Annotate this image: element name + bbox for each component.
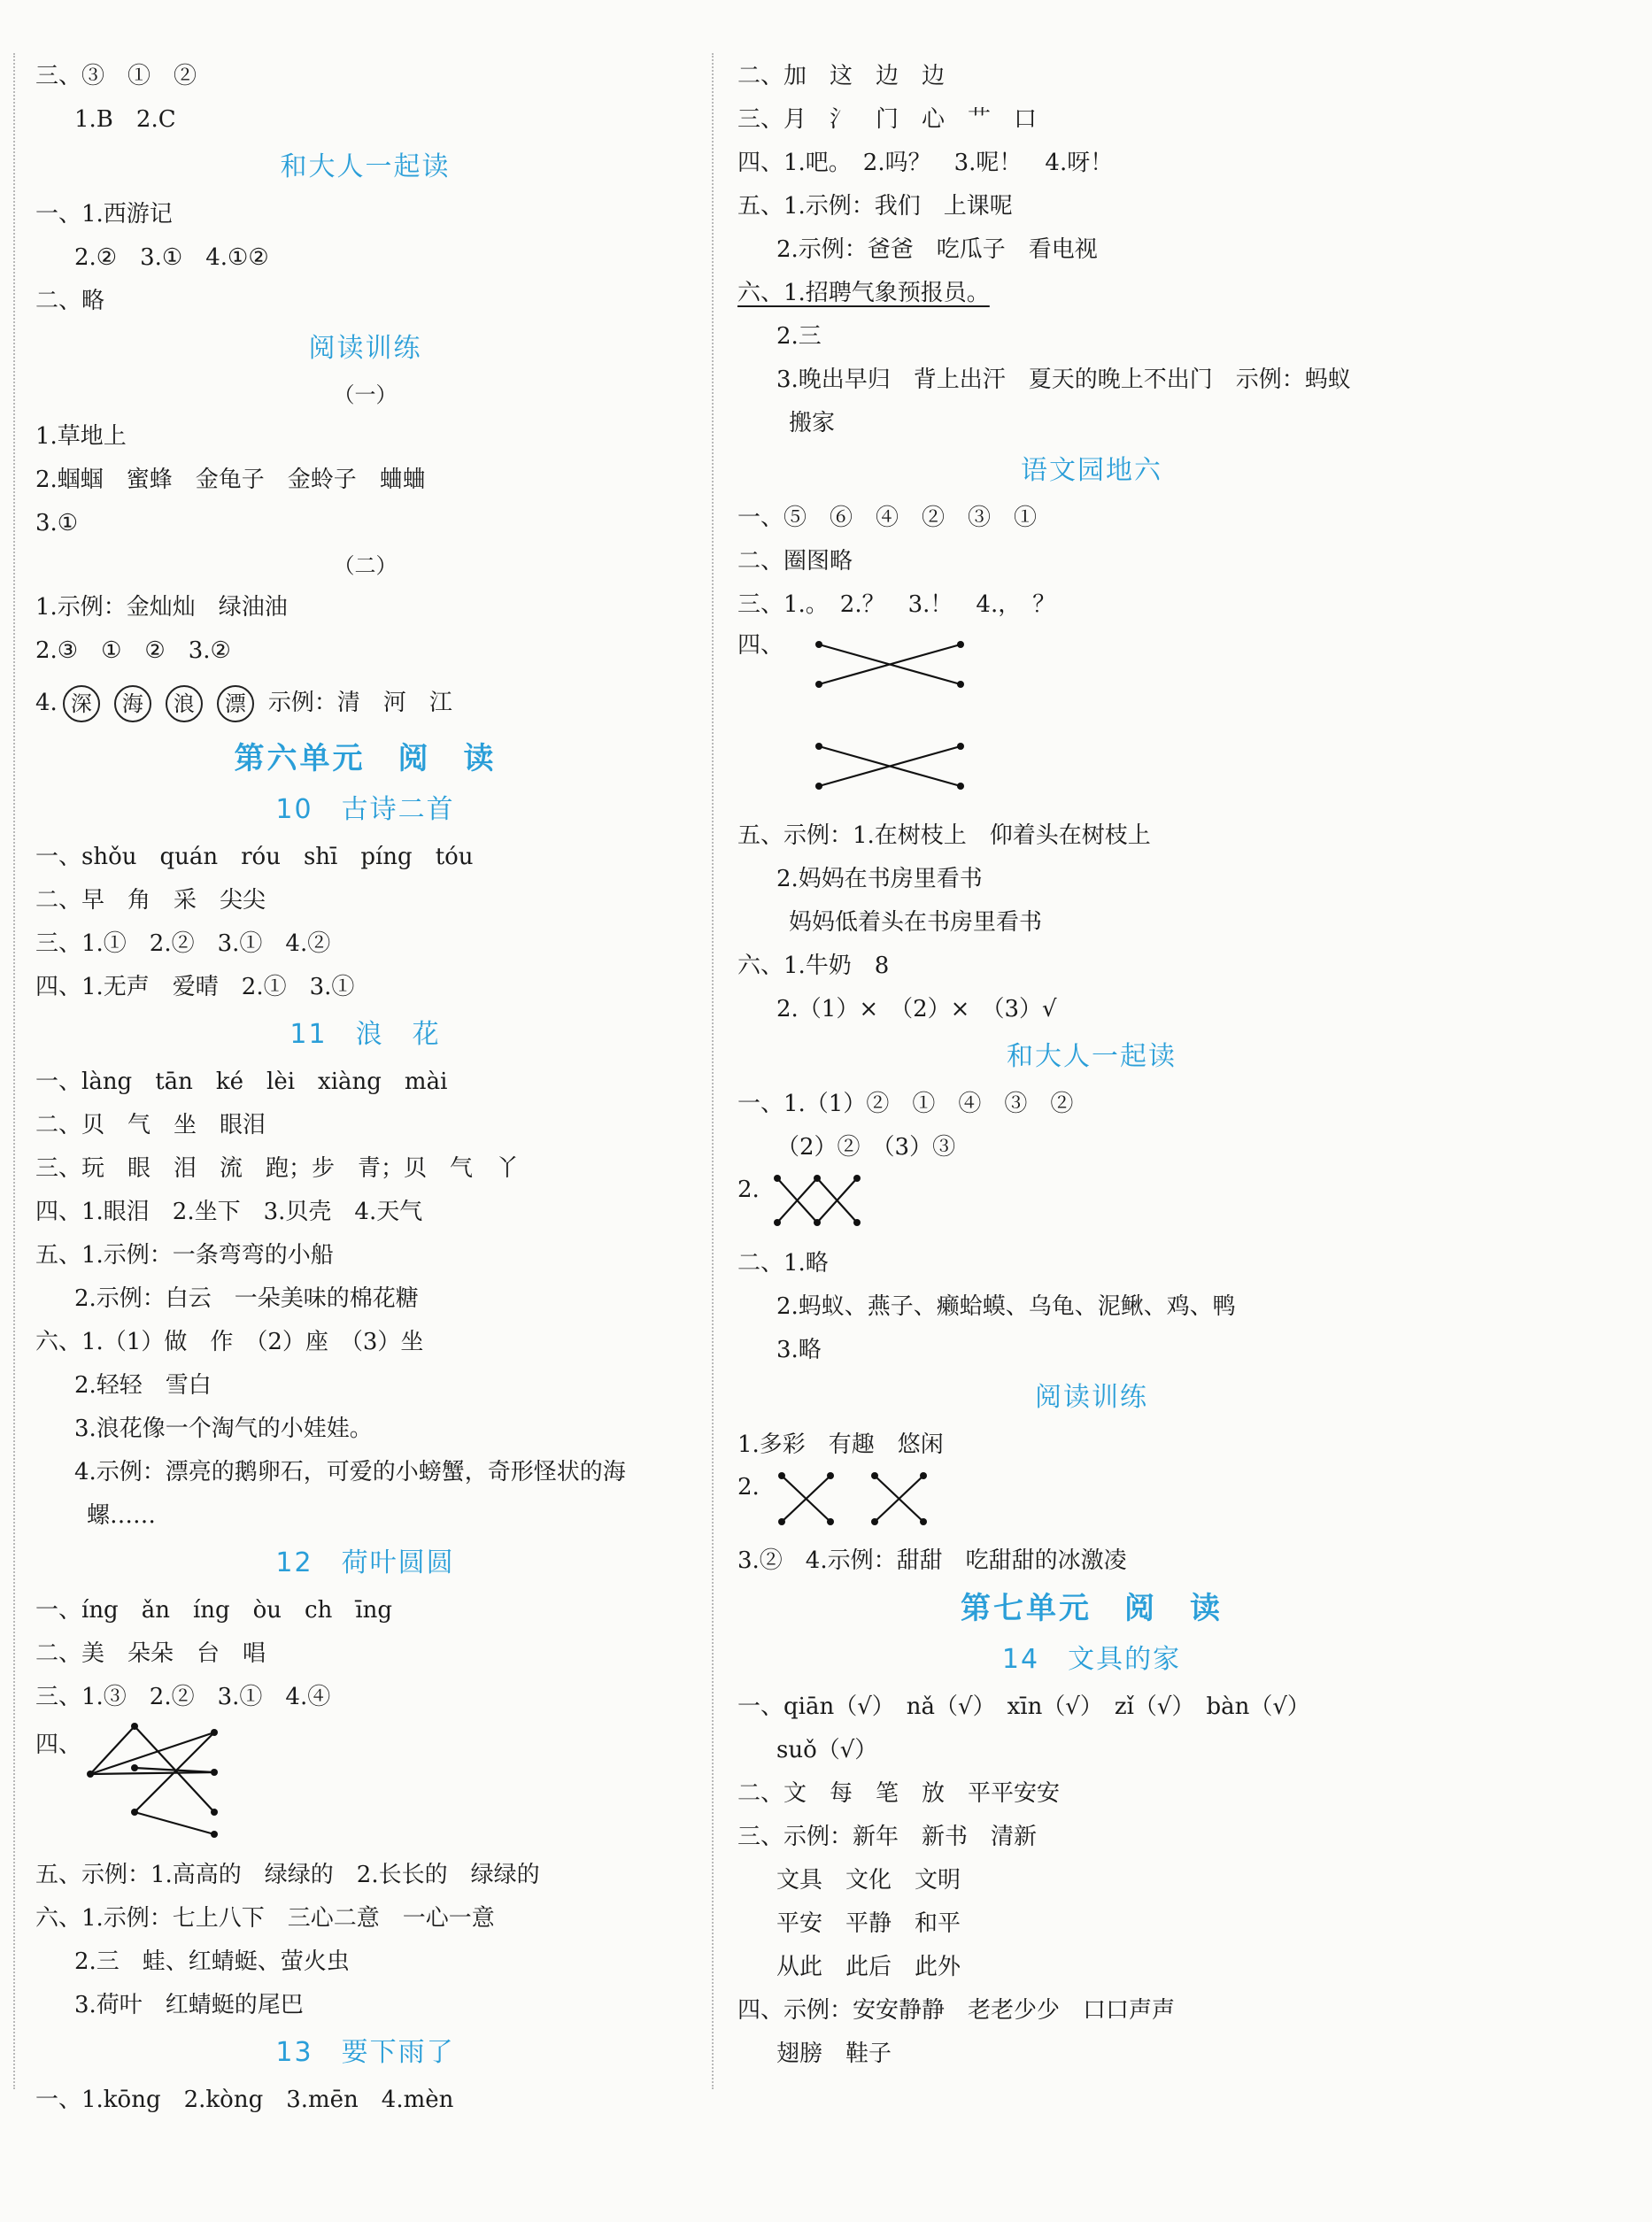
match-dot xyxy=(815,641,822,648)
answer-text: 2.妈妈在书房里看书 xyxy=(776,866,983,892)
answer-line xyxy=(737,814,1446,858)
answer-line xyxy=(737,185,1446,228)
answer-text: 3.晚出早归 背上出汗 夏天的晚上不出门 示例：蚂蚁 xyxy=(776,366,1351,393)
left-column xyxy=(35,55,695,2122)
answer-line xyxy=(35,502,695,545)
match-dot xyxy=(815,681,822,688)
match-dot xyxy=(131,1764,138,1771)
matching-answer xyxy=(737,627,1446,814)
matching-lines-diagram xyxy=(760,1467,954,1529)
answer-text: 一、1.西游记 xyxy=(35,201,173,228)
section-title: 14 文具的家 xyxy=(1001,1644,1182,1675)
answer-line xyxy=(35,879,695,922)
answer-line xyxy=(737,1539,1446,1583)
answer-line xyxy=(35,1364,695,1408)
answer-line xyxy=(737,142,1446,185)
answer-text: 2.轻轻 雪白 xyxy=(74,1372,212,1399)
unit-heading: 第七单元 阅 读 xyxy=(961,1591,1223,1626)
match-dot xyxy=(957,743,964,750)
answer-line xyxy=(35,629,695,673)
match-dot xyxy=(778,1518,785,1525)
section-title: 12 荷叶圆圆 xyxy=(275,1547,455,1578)
match-dot xyxy=(827,1518,834,1525)
match-dot xyxy=(87,1771,94,1778)
answer-text: 一、shǒu quán róu shī píng tóu xyxy=(35,844,474,870)
answer-text: 二、加 这 边 边 xyxy=(737,63,946,89)
answer-line xyxy=(737,1946,1446,1989)
answer-text: 三、示例：新年 新书 清新 xyxy=(737,1824,1038,1850)
answer-line xyxy=(737,359,1446,402)
answer-text: 一、1.kōng 2.kòng 3.mēn 4.mèn xyxy=(35,2087,454,2113)
answer-line xyxy=(737,1083,1446,1126)
unit-heading: 第六单元 阅 读 xyxy=(234,741,497,776)
answer-line xyxy=(737,55,1446,98)
column-divider xyxy=(712,53,714,2089)
answer-line xyxy=(737,315,1446,359)
answer-text: 2.示例：爸爸 吃瓜子 看电视 xyxy=(776,236,1098,263)
match-line xyxy=(135,1812,214,1834)
answer-line xyxy=(35,1191,695,1234)
answer-text: 三、1.① 2.② 3.① 4.② xyxy=(35,930,331,957)
answer-line xyxy=(737,1989,1446,2033)
answer-line xyxy=(35,1408,695,1451)
answer-line xyxy=(737,1242,1446,1285)
answer-line xyxy=(35,1104,695,1147)
answer-text: 3.浪花像一个淘气的小娃娃。 xyxy=(74,1416,373,1442)
answer-text: 五、1.示例：我们 上课呢 xyxy=(737,193,1013,220)
answer-line xyxy=(35,2079,695,2122)
answer-line xyxy=(35,98,695,142)
answer-text: 六、1.牛奶 8 xyxy=(737,953,890,979)
answer-line xyxy=(737,98,1446,142)
right-column xyxy=(737,55,1446,2076)
answer-text: 五、1.示例：一条弯弯的小船 xyxy=(35,1242,334,1269)
match-dot xyxy=(774,1219,781,1226)
answer-line xyxy=(35,586,695,629)
answer-text: 2.示例：白云 一朵美味的棉花糖 xyxy=(74,1285,419,1312)
answer-text: 一、1.（1）② ① ④ ③ ② xyxy=(737,1091,1074,1117)
answer-text: 3.② 4.示例：甜甜 吃甜甜的冰激凌 xyxy=(737,1547,1127,1574)
matching-answer xyxy=(737,1467,1446,1539)
answer-line xyxy=(35,1277,695,1321)
answer-line xyxy=(737,1329,1446,1372)
answer-line xyxy=(35,1494,695,1538)
answer-text: 四、示例：安安静静 老老少少 口口声声 xyxy=(737,1997,1176,2024)
section-title: 和大人一起读 xyxy=(1007,1041,1177,1072)
answer-line xyxy=(737,272,1446,315)
answer-line xyxy=(35,415,695,459)
match-dot xyxy=(211,1831,218,1838)
answer-line xyxy=(35,1589,695,1632)
answer-line xyxy=(35,1321,695,1364)
circled-character: 浪 xyxy=(166,685,203,722)
answer-line xyxy=(737,497,1446,540)
answer-line xyxy=(737,1126,1446,1169)
answer-line xyxy=(737,1423,1446,1467)
circled-character: 漂 xyxy=(217,685,254,722)
answer-line xyxy=(737,945,1446,988)
answer-line xyxy=(35,1061,695,1104)
answer-text: 六、1.招聘气象预报员。 xyxy=(737,280,990,306)
answer-text: 二、早 角 采 尖尖 xyxy=(35,887,266,914)
answer-line xyxy=(35,966,695,1009)
match-dot xyxy=(920,1472,927,1479)
section-title: 10 古诗二首 xyxy=(275,794,455,825)
answer-text: 一、làng tān ké lèi xiàng mài xyxy=(35,1069,448,1095)
answer-line xyxy=(35,236,695,280)
match-dot xyxy=(778,1472,785,1479)
answer-text: 搬家 xyxy=(789,410,836,436)
answer-text: 六、1.示例：七上八下 三心二意 一心一意 xyxy=(35,1905,495,1932)
answer-text: 2.② 3.① 4.①② xyxy=(74,244,269,271)
answer-text: 翅膀 鞋子 xyxy=(776,2041,892,2067)
section-title: 13 要下雨了 xyxy=(275,2037,455,2068)
answer-line xyxy=(737,1902,1446,1946)
answer-text: 一、qiān（√） nǎ（√） xīn（√） zǐ（√） bàn（√） xyxy=(737,1694,1310,1720)
answer-line xyxy=(737,540,1446,583)
match-dot xyxy=(815,783,822,790)
answer-line xyxy=(35,1451,695,1494)
match-dot xyxy=(957,641,964,648)
answer-text: 五、示例：1.在树枝上 仰着头在树枝上 xyxy=(737,822,1151,849)
answer-line xyxy=(35,1632,695,1676)
circled-character: 深 xyxy=(63,685,100,722)
answer-line xyxy=(35,1676,695,1719)
answer-text: 二、美 朵朵 台 唱 xyxy=(35,1640,266,1667)
match-dot xyxy=(815,743,822,750)
answer-line xyxy=(737,858,1446,901)
answer-text: 2.蚂蚁、燕子、癞蛤蟆、乌龟、泥鳅、鸡、鸭 xyxy=(776,1293,1236,1320)
answer-text: 四、1.吧。 2.吗？ 3.呢！ 4.呀！ xyxy=(737,150,1114,176)
section-title: 阅读训练 xyxy=(1035,1382,1148,1413)
answer-text: 三、玩 眼 泪 流 跑；步 青；贝 气 丫 xyxy=(35,1155,520,1182)
match-dot xyxy=(827,1472,834,1479)
answer-prefix: 2. xyxy=(737,1177,760,1203)
answer-example: 示例：清 河 江 xyxy=(267,690,452,716)
answer-text: 四、1.无声 爱晴 2.① 3.① xyxy=(35,974,355,1000)
answer-line xyxy=(35,1897,695,1940)
match-dot xyxy=(211,1769,218,1776)
answer-text: 二、贝 气 坐 眼泪 xyxy=(35,1112,266,1138)
answer-text: 一、íng ǎn íng òu ch īng xyxy=(35,1597,393,1624)
answer-text: 三、月 氵 门 心 艹 口 xyxy=(737,106,1038,133)
match-dot xyxy=(853,1219,861,1226)
match-dot xyxy=(131,1809,138,1816)
answer-text: 一、⑤ ⑥ ④ ② ③ ① xyxy=(737,505,1038,531)
section-title: 语文园地六 xyxy=(1021,455,1162,486)
answer-prefix: 4. xyxy=(35,690,58,716)
answer-line xyxy=(737,583,1446,627)
answer-line xyxy=(35,1854,695,1897)
answer-text: 二、圈图略 xyxy=(737,548,853,575)
answer-prefix: 四、 xyxy=(35,1732,82,1758)
answer-text: 从此 此后 此外 xyxy=(776,1954,961,1980)
answer-line xyxy=(35,1234,695,1277)
match-line xyxy=(90,1772,214,1774)
answer-text: 2.三 xyxy=(776,323,822,350)
left-margin-rule xyxy=(13,53,15,2089)
answer-text: 4.示例：漂亮的鹅卵石，可爱的小螃蟹，奇形怪状的海 xyxy=(74,1459,626,1485)
answer-text: 1.B 2.C xyxy=(74,106,176,133)
answer-text: 3.① xyxy=(35,510,79,536)
match-dot xyxy=(211,1729,218,1736)
matching-answer xyxy=(737,1169,1446,1242)
answer-text: （2）② （3）③ xyxy=(776,1134,956,1161)
answer-line xyxy=(737,901,1446,945)
answer-line xyxy=(737,1285,1446,1329)
answer-line xyxy=(35,1940,695,1984)
answer-line xyxy=(737,1729,1446,1772)
answer-line xyxy=(737,1816,1446,1859)
match-dot xyxy=(131,1723,138,1730)
matching-lines-diagram xyxy=(760,1169,901,1231)
answer-line xyxy=(35,1984,695,2027)
answer-text: 2.（1）× （2）× （3）√ xyxy=(776,996,1057,1022)
answer-text: 1.草地上 xyxy=(35,423,127,450)
answer-line xyxy=(35,836,695,879)
match-dot xyxy=(871,1518,878,1525)
match-dot xyxy=(814,1175,821,1182)
answer-line xyxy=(35,55,695,98)
matching-lines-diagram xyxy=(784,627,987,804)
match-dot xyxy=(957,681,964,688)
answer-prefix: 2. xyxy=(737,1474,760,1501)
match-dot xyxy=(853,1175,861,1182)
answer-text: 1.多彩 有趣 悠闲 xyxy=(737,1431,944,1458)
answer-text: 3.荷叶 红蜻蜓的尾巴 xyxy=(74,1992,304,2018)
answer-text: 平安 平静 和平 xyxy=(776,1910,961,1937)
answer-text: 文具 文化 文明 xyxy=(776,1867,961,1894)
match-dot xyxy=(920,1518,927,1525)
answer-line xyxy=(35,280,695,323)
answer-line xyxy=(737,988,1446,1031)
subsection-label: （二） xyxy=(333,553,398,578)
answer-text: 妈妈低着头在书房里看书 xyxy=(789,909,1043,936)
matching-answer xyxy=(35,1719,695,1854)
answer-line xyxy=(737,1772,1446,1816)
match-dot xyxy=(871,1472,878,1479)
match-dot xyxy=(814,1219,821,1226)
answer-text: 六、1.（1）做 作 （2）座 （3）坐 xyxy=(35,1329,424,1355)
answer-text: 三、1.。 2.？ 3.！ 4.， ？ xyxy=(737,591,1056,618)
answer-text: suǒ（√） xyxy=(776,1737,878,1763)
answer-text: 二、文 每 笔 放 平平安安 xyxy=(737,1780,1061,1807)
answer-text: 四、1.眼泪 2.坐下 3.贝壳 4.天气 xyxy=(35,1199,423,1225)
answer-text: 1.示例：金灿灿 绿油油 xyxy=(35,594,288,621)
answer-prefix: 四、 xyxy=(737,632,784,659)
match-dot xyxy=(211,1809,218,1816)
matching-lines-diagram xyxy=(81,1719,232,1843)
answer-text: 2.③ ① ② 3.② xyxy=(35,637,231,664)
answer-text: 五、示例：1.高高的 绿绿的 2.长长的 绿绿的 xyxy=(35,1862,540,1888)
answer-text: 2.三 蛙、红蜻蜓、萤火虫 xyxy=(74,1948,350,1975)
answer-line xyxy=(737,1859,1446,1902)
answer-line xyxy=(737,1686,1446,1729)
answer-text: 二、1.略 xyxy=(737,1250,829,1277)
answer-line xyxy=(737,228,1446,272)
answer-text: 二、略 xyxy=(35,288,105,314)
subsection-label: （一） xyxy=(333,382,398,407)
match-dot xyxy=(774,1175,781,1182)
answer-text: 螺…… xyxy=(87,1502,157,1529)
answer-line xyxy=(35,193,695,236)
section-title: 和大人一起读 xyxy=(280,151,451,182)
section-title: 阅读训练 xyxy=(308,333,422,364)
answer-line xyxy=(35,459,695,502)
answer-line xyxy=(737,402,1446,445)
circled-character: 海 xyxy=(114,685,151,722)
answer-line xyxy=(35,922,695,966)
answer-text: 三、1.③ 2.② 3.① 4.④ xyxy=(35,1684,331,1710)
answer-line xyxy=(737,2033,1446,2076)
answer-line xyxy=(35,1147,695,1191)
answer-text: 3.略 xyxy=(776,1337,822,1363)
section-title: 11 浪 花 xyxy=(289,1019,441,1050)
answer-text: 2.蝈蝈 蜜蜂 金龟子 金蛉子 蛐蛐 xyxy=(35,467,426,493)
match-dot xyxy=(957,783,964,790)
answer-line xyxy=(35,673,695,733)
answer-text: 三、③ ① ② xyxy=(35,63,197,89)
